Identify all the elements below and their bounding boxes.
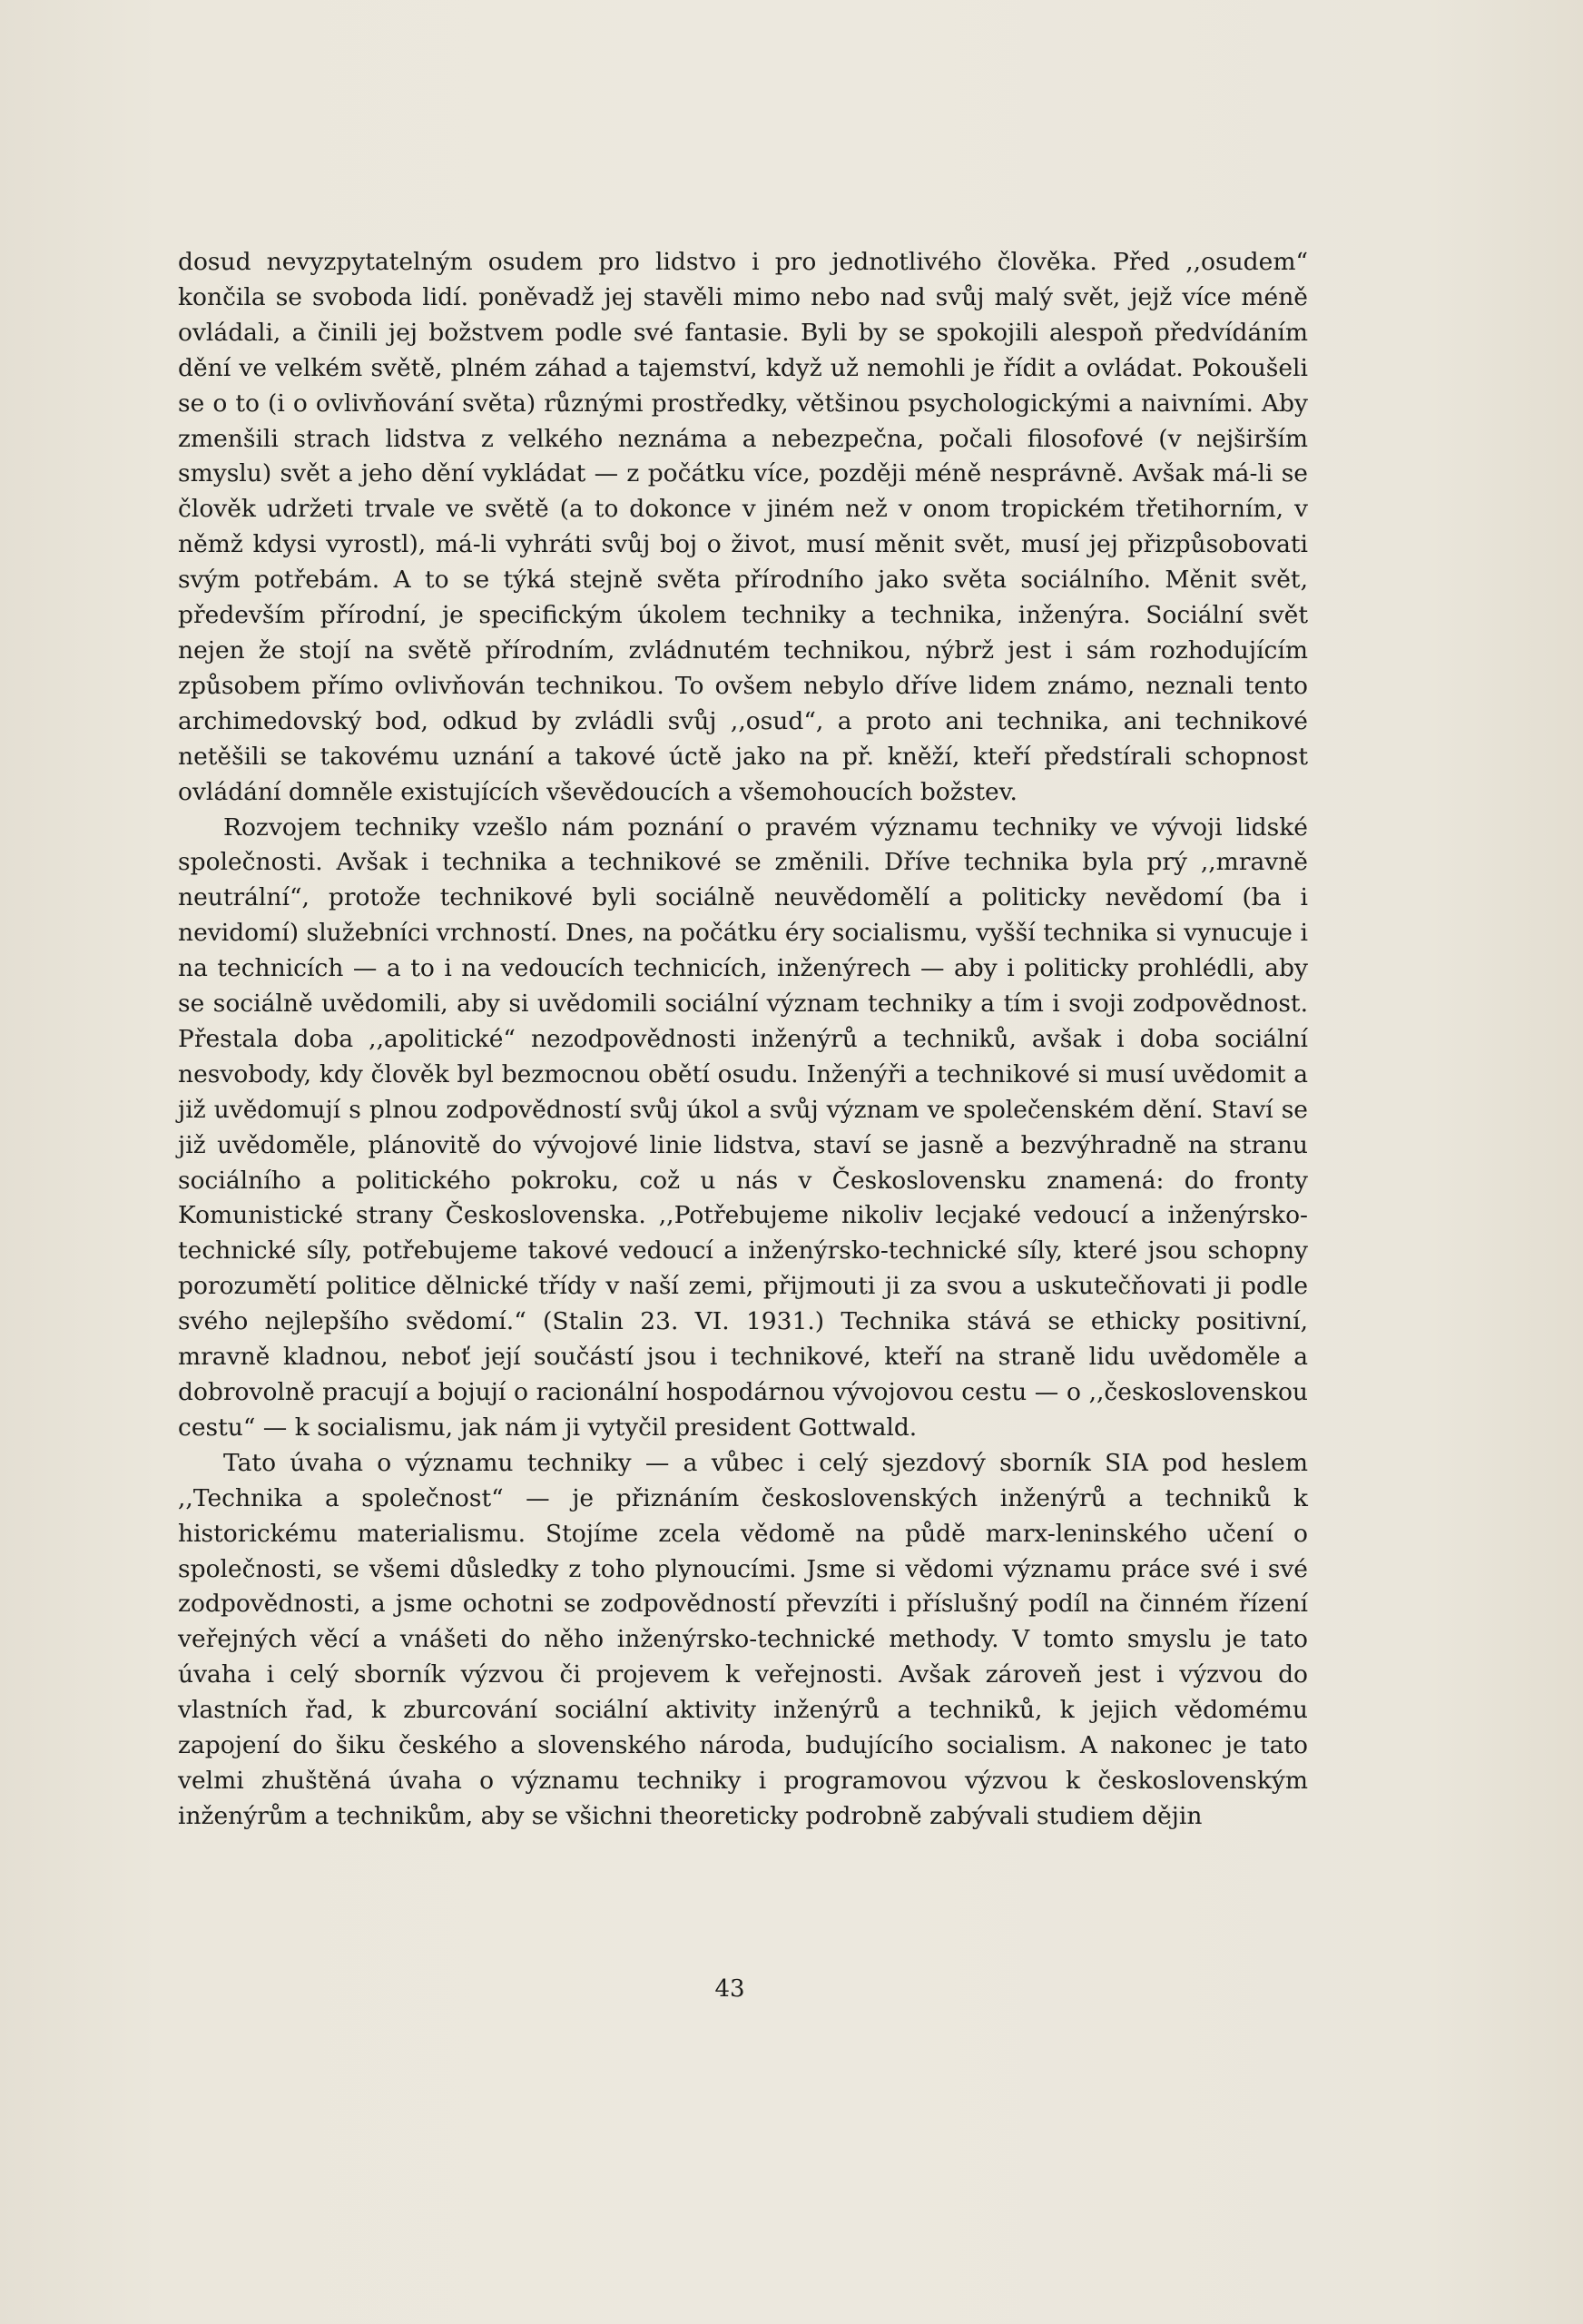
paragraph-2: Rozvojem techniky vzešlo nám poznání o pravém významu techniky ve vývoji lidské společnosti. Avšak i technika a technikové se změnili. Dříve technika byla prý ,,mravně neutrální“, protože technikové byli sociálně neuvědomělí a politicky nevědomí (ba i nevidomí) služebníci vrchností. Dnes, na počátku éry socialismu, vyšší technika si vynucuje i na technicích — a to i na vedoucích technicích, inženýrech — aby i politicky prohlédli, aby se sociálně uvědomili, aby si uvědomili sociální význam techniky a tím i svoji zodpovědnost. Přestala doba ,,apolitické“ nezodpovědnosti inženýrů a techniků, avšak i doba sociální nesvobody, kdy člověk byl bezmocnou obětí osudu. Inženýři a technikové si musí uvědomit a již uvědomují s plnou zodpovědností svůj úkol a svůj význam ve společenském dění. Staví se již uvědoměle, plánovitě do vývojové linie lidstva, staví se jasně a bezvýhradně na stranu sociálního a politického pokroku, což u nás v Československu znamená: do fronty Komunistické strany Československa. ,,Potřebujeme nikoliv lecjaké vedoucí a inženýrsko-technické síly, potřebujeme takové vedoucí a inženýrsko-technické síly, které jsou schopny porozumětí politice dělnické třídy v naší zemi, přijmouti ji za svou a uskutečňovati ji podle svého nejlepšího svědomí.“ (Stalin 23. VI. 1931.) Technika stává se ethicky positivní, mravně kladnou, neboť její součástí jsou i technikové, kteří na straně lidu uvědoměle a dobrovolně pracují a bojují o racionální hospodárnou vývojovou cestu — o ,,československou cestu“ — k socialismu, jak nám ji vytyčil president Gottwald.: [178, 812, 1308, 1442]
paragraph-1: dosud nevyzpytatelným osudem pro lidstvo i pro jednotlivého člověka. Před ,,osudem“ končila se svoboda lidí. poněvadž jej stavěli mimo nebo nad svůj malý svět, jejž více méně ovládali, a činili jej božstvem podle své fantasie. Byli by se spokojili alespoň předvídáním dění ve velkém světě, plném záhad a tajemství, když už nemohli je řídit a ovládat. Pokoušeli se o to (i o ovlivňování světa) různými prostředky, většinou psychologickými a naivními. Aby zmenšili strach lidstva z velkého neznáma a nebezpečna, počali filosofové (v nejširším smyslu) svět a jeho dění vykládat — z počátku více, později méně nesprávně. Avšak má-li se člověk udržeti trvale ve světě (a to dokonce v jiném než v onom tropickém třetihorním, v němž kdysi vyrostl), má-li vyhráti svůj boj o život, musí měnit svět, musí jej přizpůsobovati svým potřebám. A to se týká stejně světa přírodního jako světa sociálního. Měnit svět, především přírodní, je specifickým úkolem techniky a technika, inženýra. Sociální svět nejen že stojí na světě přírodním, zvládnutém technikou, nýbrž jest i sám rozhodujícím způsobem přímo ovlivňován technikou. To ovšem nebylo dříve lidem známo, neznali tento archimedovský bod, odkud by zvládli svůj ,,osud“, a proto ani technika, ani technikové netěšili se takovému uznání a takové úctě jako na př. kněží, kteří předstírali schopnost ovládání domněle existujících vševědoucích a všemohoucích božstev.: [178, 248, 1308, 806]
page-number: 43: [714, 1975, 745, 2003]
body-text: [178, 245, 1308, 1835]
paragraph-3: Tato úvaha o významu techniky — a vůbec i celý sjezdový sborník SIA pod heslem ,,Technika a společnost“ — je přiznáním československých inženýrů a techniků k historickému materialismu. Stojíme zcela vědomě na půdě marx-leninského učení o společnosti, se všemi důsledky z toho plynoucími. Jsme si vědomi významu práce své i své zodpovědnosti, a jsme ochotni se zodpovědností převzíti i příslušný podíl na činném řízení veřejných věcí a vnášeti do něho inženýrsko-technické methody. V tomto smyslu je tato úvaha i celý sborník výzvou či projevem k veřejnosti. Avšak zároveň jest i výzvou do vlastních řad, k zburcování sociální aktivity inženýrů a techniků, k jejich vědomému zapojení do šiku českého a slovenského národa, budujícího socialism. A nakonec je tato velmi zhuštěná úvaha o významu techniky i programovou výzvou k československým inženýrům a technikům, aby se všichni theoreticky podrobně zabývali studiem dějin: [178, 1448, 1308, 1830]
